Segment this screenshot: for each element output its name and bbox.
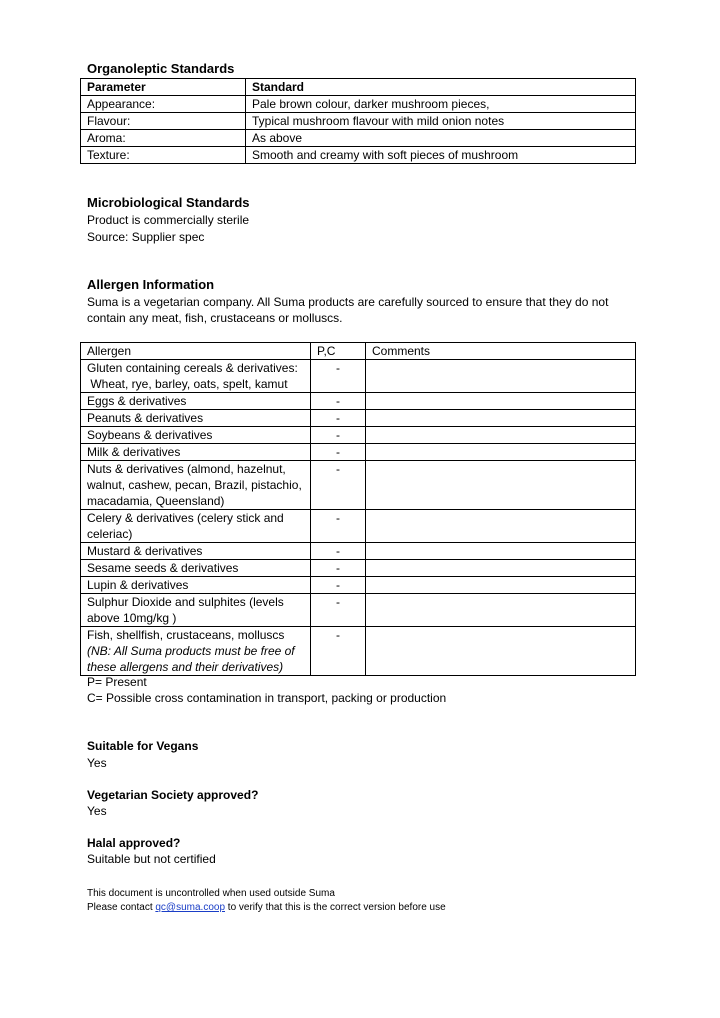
- organoleptic-title: Organoleptic Standards: [87, 61, 235, 76]
- vegans-title: Suitable for Vegans: [87, 739, 199, 753]
- pc-cell: -: [311, 461, 366, 510]
- column-header-standard: Standard: [246, 79, 636, 96]
- email-link[interactable]: qc@suma.coop: [155, 902, 226, 913]
- comments-cell: [366, 410, 636, 427]
- pc-cell: -: [311, 393, 366, 410]
- organoleptic-table: [80, 78, 636, 164]
- footer-suffix: to verify that this is the correct version before use: [225, 902, 446, 913]
- allergen-subtext: Wheat, rye, barley, oats, spelt, kamut: [87, 377, 288, 391]
- table-row: [81, 444, 636, 461]
- table-header-row: [81, 79, 636, 96]
- table-row: [81, 130, 636, 147]
- table-row: [81, 543, 636, 560]
- halal-title: Halal approved?: [87, 836, 181, 850]
- comments-cell: [366, 444, 636, 461]
- allergen-cell: Lupin & derivatives: [81, 577, 311, 594]
- comments-cell: [366, 461, 636, 510]
- table-row: [81, 96, 636, 113]
- pc-cell: -: [311, 410, 366, 427]
- table-row: [81, 113, 636, 130]
- comments-cell: [366, 427, 636, 444]
- allergen-cell: [81, 360, 311, 393]
- pc-cell: -: [311, 444, 366, 461]
- pc-cell: -: [311, 427, 366, 444]
- allergen-cell: Sulphur Dioxide and sulphites (levels above 10mg/kg ): [81, 594, 311, 627]
- pc-cell: -: [311, 627, 366, 676]
- table-row: [81, 427, 636, 444]
- table-row: [81, 577, 636, 594]
- table-header-row: [81, 343, 636, 360]
- vegsoc-value: Yes: [87, 804, 107, 818]
- allergen-cell: Celery & derivatives (celery stick and celeriac): [81, 510, 311, 543]
- allergen-cell: Milk & derivatives: [81, 444, 311, 461]
- microbiological-title: Microbiological Standards: [87, 195, 250, 210]
- table-row: [81, 393, 636, 410]
- allergen-cell: [81, 627, 311, 676]
- standard-cell: Smooth and creamy with soft pieces of mushroom: [246, 147, 636, 164]
- vegsoc-title: Vegetarian Society approved?: [87, 788, 259, 802]
- allergen-title: Allergen Information: [87, 277, 215, 292]
- column-header-parameter: Parameter: [81, 79, 246, 96]
- standard-cell: As above: [246, 130, 636, 147]
- allergen-cell: Sesame seeds & derivatives: [81, 560, 311, 577]
- standard-cell: Typical mushroom flavour with mild onion notes: [246, 113, 636, 130]
- table-row: [81, 560, 636, 577]
- allergen-name: Gluten containing cereals & derivatives:: [87, 361, 298, 375]
- pc-cell: -: [311, 577, 366, 594]
- pc-cell: -: [311, 543, 366, 560]
- comments-cell: [366, 577, 636, 594]
- comments-cell: [366, 627, 636, 676]
- comments-cell: [366, 393, 636, 410]
- column-header-pc: P,C: [311, 343, 366, 360]
- allergen-intro: Suma is a vegetarian company. All Suma products are carefully sourced to ensure that they do not contain any meat, fish, crustaceans or molluscs.: [87, 295, 609, 325]
- allergen-cell: Peanuts & derivatives: [81, 410, 311, 427]
- footer-line-1: This document is uncontrolled when used outside Suma: [87, 888, 335, 899]
- column-header-comments: Comments: [366, 343, 636, 360]
- allergen-note: (NB: All Suma products must be free of these allergens and their derivatives): [87, 644, 295, 674]
- allergen-cell: Mustard & derivatives: [81, 543, 311, 560]
- legend-present: P= Present: [87, 675, 147, 689]
- table-row: [81, 147, 636, 164]
- parameter-cell: Appearance:: [81, 96, 246, 113]
- standard-cell: Pale brown colour, darker mushroom pieces,: [246, 96, 636, 113]
- pc-cell: -: [311, 594, 366, 627]
- table-row: [81, 461, 636, 510]
- parameter-cell: Aroma:: [81, 130, 246, 147]
- footer-prefix: Please contact: [87, 902, 156, 913]
- microbiological-line-2: Source: Supplier spec: [87, 230, 205, 244]
- table-row: [81, 627, 636, 676]
- table-row: [81, 410, 636, 427]
- parameter-cell: Flavour:: [81, 113, 246, 130]
- comments-cell: [366, 510, 636, 543]
- comments-cell: [366, 543, 636, 560]
- table-row: [81, 510, 636, 543]
- pc-cell: -: [311, 360, 366, 393]
- legend-cross-contamination: C= Possible cross contamination in transport, packing or production: [87, 691, 447, 705]
- microbiological-line-1: Product is commercially sterile: [87, 213, 250, 227]
- pc-cell: -: [311, 510, 366, 543]
- allergen-cell: Eggs & derivatives: [81, 393, 311, 410]
- vegans-value: Yes: [87, 756, 107, 770]
- allergen-name: Fish, shellfish, crustaceans, molluscs: [87, 628, 285, 642]
- comments-cell: [366, 360, 636, 393]
- column-header-allergen: Allergen: [81, 343, 311, 360]
- halal-value: Suitable but not certified: [87, 852, 216, 866]
- comments-cell: [366, 560, 636, 577]
- parameter-cell: Texture:: [81, 147, 246, 164]
- footer-line-2: [87, 901, 446, 915]
- pc-cell: -: [311, 560, 366, 577]
- comments-cell: [366, 594, 636, 627]
- allergen-cell: Nuts & derivatives (almond, hazelnut, walnut, cashew, pecan, Brazil, pistachio, macadamia, Queensland): [81, 461, 311, 510]
- allergen-cell: Soybeans & derivatives: [81, 427, 311, 444]
- allergen-table: [80, 342, 636, 676]
- table-row: [81, 594, 636, 627]
- table-row: [81, 360, 636, 393]
